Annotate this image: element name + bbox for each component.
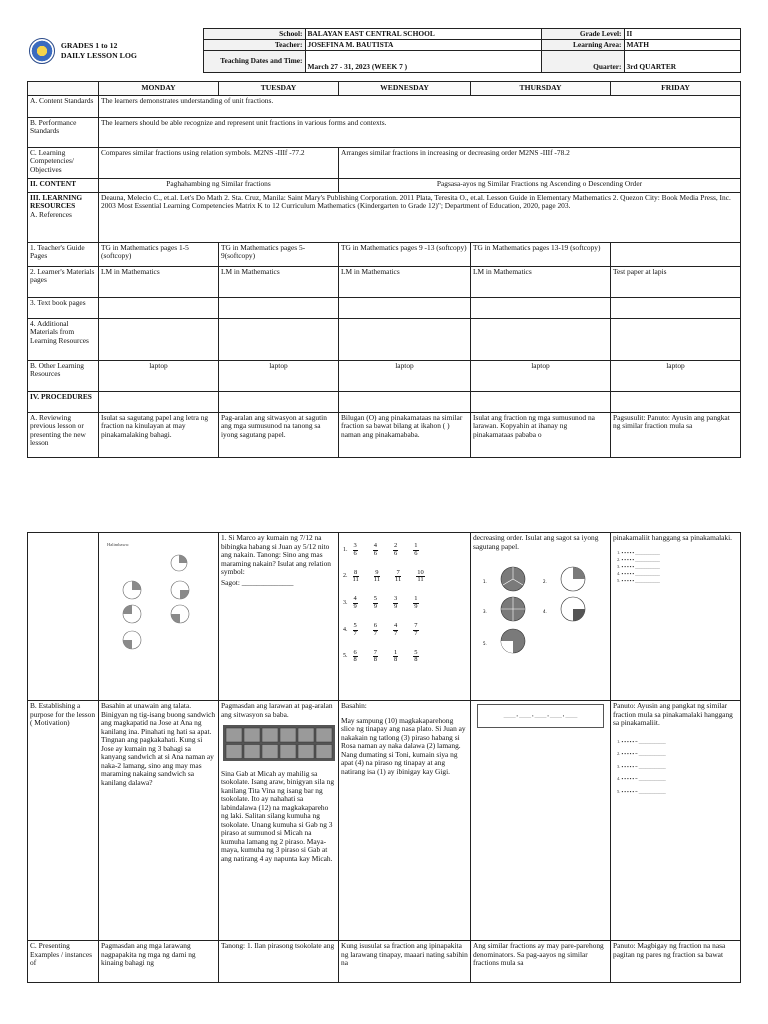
- review-tue: Pag-aralan ang sitwasyon at sagutin ang mga sumusunod na tanong sa iyong sagutang papel.: [219, 412, 339, 457]
- performance-standards-label: B. Performance Standards: [28, 117, 99, 147]
- thu-pie-1: [483, 567, 525, 591]
- denominator: 8: [373, 656, 377, 664]
- day-wednesday: WEDNESDAY: [339, 82, 471, 96]
- empty-cell: [339, 391, 471, 412]
- denominator: 7: [353, 629, 357, 637]
- empty-cell: [99, 297, 219, 318]
- day-thursday: THURSDAY: [471, 82, 611, 96]
- tg-thu: TG in Mathematics pages 13-19 (softcopy): [471, 242, 611, 266]
- practice-line: 2. ▪ ▪ ▪ ▪ ▪ ___________: [617, 556, 660, 562]
- fraction: [395, 570, 401, 585]
- fraction: [413, 623, 418, 638]
- school-label: School:: [203, 29, 305, 40]
- school-value: BALAYAN EAST CENTRAL SCHOOL: [305, 29, 541, 40]
- fraction: [393, 650, 398, 665]
- empty-cell: [339, 318, 471, 360]
- fraction: [416, 570, 425, 585]
- practice-line: 4. ▪ ▪ ▪ ▪ ▪ ___________: [617, 571, 660, 577]
- motivation-mon: Basahin at unawain ang talata. Binigyan ng tig-isang buong sandwich ang magkapatid na Jose at Ana ng kanilang ina. Pinahati ng hati sa apat. Tingnan ang pagkakahati. Kung si Jose ay kumain ng 3 bahagi sa kanyang sandwich at si Ana naman ay naka-2 lamang, sino ang may mas maraming nakaing sandwich sa kanilang dalawa?: [99, 701, 219, 941]
- fraction-row: [343, 596, 468, 611]
- grade-value: II: [624, 29, 740, 40]
- lm-wed: LM in Mathematics: [339, 266, 471, 297]
- denominator: 6: [373, 549, 377, 557]
- tg-fri: [611, 242, 741, 266]
- fraction: [413, 650, 418, 665]
- thu-instruction: decreasing order. Isulat ang sagot sa iyong sagutang papel.: [473, 533, 599, 551]
- practice-line: 2. ▪ ▪ ▪ ▪ ▪ = ____________: [617, 751, 666, 757]
- tg-label: 1. Teacher's Guide Pages: [28, 242, 99, 266]
- resources-label-cell: [28, 192, 99, 242]
- references-label: A. References: [30, 209, 72, 219]
- empty-cell: [219, 318, 339, 360]
- review-wed: Bilugan (O) ang pinakamataas na similar fraction sa bawat bilang at ikahon ( ) naman ang pinakamababa.: [339, 412, 471, 457]
- denominator: 8: [414, 656, 418, 664]
- numerator: 5: [373, 595, 377, 603]
- denominator: 9: [353, 603, 357, 611]
- thu-pie-3: [483, 597, 525, 621]
- motivation-wed: Basahin:: [341, 701, 367, 710]
- fri-practice-lines: [617, 549, 738, 585]
- page-1: [27, 28, 740, 468]
- dates-value: March 27 - 31, 2023 (WEEK 7 ): [305, 51, 541, 73]
- thu-pie-label-3: 3.: [483, 609, 487, 615]
- denominator: 11: [373, 576, 381, 584]
- logo-line2: DAILY LESSON LOG: [60, 50, 137, 60]
- denominator: 7: [394, 629, 398, 637]
- thu-pie-4: [543, 597, 585, 621]
- chocolate-piece: [280, 728, 296, 742]
- wed-fraction-items: [341, 543, 468, 664]
- empty-cell: [339, 297, 471, 318]
- fraction-row-number: 3.: [343, 600, 348, 607]
- motivation-fri: Panuto: Ayusin ang pangkat ng similar fraction mula sa pinakamalaki hanggang sa pinakamaliit.: [613, 701, 733, 728]
- pie-example-5: [171, 605, 189, 623]
- empty-cell: [28, 533, 99, 701]
- header-table: [27, 28, 741, 73]
- pie-example-4: [123, 605, 141, 623]
- presenting-label: C. Presenting Examples / instances of: [28, 941, 99, 983]
- thu-pie-figure: [473, 555, 607, 665]
- presenting-wed: Kung isusulat sa fraction ang ipinapakita ng larawang tinapay, maaari nating sabihin na: [339, 941, 471, 983]
- tg-tue: TG in Mathematics pages 5-9(softcopy): [219, 242, 339, 266]
- fraction: [353, 596, 358, 611]
- other-fri: laptop: [611, 360, 741, 391]
- numerator: 4: [394, 621, 398, 629]
- day-tuesday: TUESDAY: [219, 82, 339, 96]
- blank-corner: [28, 82, 99, 96]
- thu-pie-5: [483, 629, 525, 653]
- chocolate-piece: [226, 745, 242, 759]
- resources-label: III. LEARNING RESOURCES: [30, 192, 83, 211]
- empty-cell: [611, 391, 741, 412]
- thu-pie-2: [543, 567, 585, 591]
- practice-line: 1. ▪ ▪ ▪ ▪ ▪ ___________: [617, 549, 660, 555]
- numerator: 1: [394, 648, 398, 656]
- fraction: [373, 650, 378, 665]
- fraction-row-number: 2.: [343, 573, 348, 580]
- day-monday: MONDAY: [99, 82, 219, 96]
- content-2: Pagsasa-ayos ng Similar Fractions ng Ascending o Descending Order: [339, 178, 741, 192]
- performance-standards: The learners should be able recognize and represent unit fractions in various forms and contexts.: [99, 117, 741, 147]
- lesson-table-page2: [27, 532, 741, 983]
- denominator: 11: [352, 576, 359, 584]
- thu-pie-label-5: 5.: [483, 641, 487, 647]
- presenting-fri: Panuto: Magbigay ng fraction na nasa pagitan ng pares ng fraction sa bawat: [611, 941, 741, 983]
- empty-cell: [611, 297, 741, 318]
- thu-answer-box: ______ ▪ ______ ▪ ______ ▪ ______ ▪ ______: [477, 704, 604, 728]
- numerator: 4: [373, 542, 377, 549]
- references-text: Deauna, Melecio C., et.al. Let's Do Math 2. Sta. Cruz, Manila: Saint Mary's Publishing Corporation. 2011 Plata, Teresita O., et.al. Lesson Guide in Elementary Mathematics 2. Quezon City: Book Media Press, Inc. 2003 Most Essential Learning Competencies Matrix K to 12 Curriculum Mathematics (Kindergarten to Grade 12)"; Department of Education, 2020, page 203.: [99, 192, 741, 242]
- wed-fractions-cell: [339, 533, 471, 701]
- numerator: 7: [414, 621, 418, 629]
- denominator: 6: [414, 549, 418, 557]
- other-resources-label: B. Other Learning Resources: [28, 360, 99, 391]
- fraction-row-number: 1.: [343, 546, 348, 553]
- other-wed: laptop: [339, 360, 471, 391]
- content-1: Paghahambing ng Similar fractions: [99, 178, 339, 192]
- chocolate-piece: [298, 728, 314, 742]
- lm-label: 2. Learner's Materials pages: [28, 266, 99, 297]
- chocolate-piece: [262, 745, 278, 759]
- additional-label: 4. Additional Materials from Learning Resources: [28, 318, 99, 360]
- empty-cell: [471, 391, 611, 412]
- fraction: [374, 570, 380, 585]
- area-value: MATH: [624, 40, 740, 51]
- content-label: II. CONTENT: [28, 178, 99, 192]
- tue-question-cell: [219, 533, 339, 701]
- denominator: 8: [353, 656, 357, 664]
- thu-pie-label-2: 2.: [543, 579, 547, 585]
- review-thu: Isulat ang fraction ng mga sumusunod na larawan. Kopyahin at ihanay ng pinakamataas pababa o: [471, 412, 611, 457]
- lm-mon: LM in Mathematics: [99, 266, 219, 297]
- fraction: [373, 596, 378, 611]
- lm-fri: Test paper at lapis: [611, 266, 741, 297]
- chocolate-piece: [316, 728, 332, 742]
- competencies-label: C. Learning Competencies/ Objectives: [28, 147, 99, 178]
- fri-instruction: pinakamaliit hanggang sa pinakamalaki.: [613, 533, 733, 542]
- numerator: 10: [417, 568, 424, 576]
- numerator: 9: [375, 568, 379, 576]
- quarter-label: Quarter:: [541, 51, 624, 73]
- fraction-row: [343, 543, 468, 558]
- fraction: [353, 570, 359, 585]
- thu-pie-label-1: 1.: [483, 579, 487, 585]
- lesson-table-page1: [27, 81, 741, 458]
- chocolate-piece: [316, 745, 332, 759]
- numerator: 7: [373, 648, 377, 656]
- empty-cell: [99, 318, 219, 360]
- fraction-row: [343, 623, 468, 638]
- content-standards: The learners demonstrates understanding of unit fractions.: [99, 95, 741, 117]
- tg-wed: TG in Mathematics pages 9 -13 (softcopy): [339, 242, 471, 266]
- quarter-value: 3rd QUARTER: [624, 51, 740, 73]
- fraction: [393, 623, 398, 638]
- other-thu: laptop: [471, 360, 611, 391]
- numerator: 6: [353, 648, 357, 656]
- presenting-thu: Ang similar fractions ay may pare-parehong denominators. Sa pag-aayos ng similar fractions mula sa: [471, 941, 611, 983]
- motivation-tue: Pagmasdan ang larawan at pag-aralan ang sitwasyon sa baba.: [221, 701, 333, 719]
- pie-example-6: [123, 631, 141, 649]
- practice-line: 5. ▪ ▪ ▪ ▪ ▪ ___________: [617, 578, 660, 584]
- pie-example-3: [171, 581, 189, 599]
- denominator: 6: [394, 549, 398, 557]
- day-friday: FRIDAY: [611, 82, 741, 96]
- wed-story: May sampung (10) magkakaparehong slice ng tinapay ang nasa plato. Si Juan ay nakakain ng tatlong (3) piraso habang si Rosa naman ay naka dalawa (2) lamang. Nang dumating si Toni, kumain siya ng apat (4) na piraso ng tinapay at ang natirang isa (1) ay ibinigay kay Gigi.: [341, 715, 466, 776]
- practice-line: 5. ▪ ▪ ▪ ▪ ▪ = ____________: [617, 788, 666, 794]
- tue-question: 1. Si Marco ay kumain ng 7/12 na bibingka habang si Juan ay 5/12 nito ang nakain. Tanong: Sino ang mas maraming nakain? Isulat ang relation symbol:: [221, 533, 331, 577]
- fraction: [393, 596, 398, 611]
- example-caption: Halimbawa:: [107, 542, 129, 547]
- pie-examples-figure: [101, 547, 215, 657]
- fri-top-cell: [611, 533, 741, 701]
- other-mon: laptop: [99, 360, 219, 391]
- denominator: 6: [353, 549, 357, 557]
- chocolate-piece: [244, 728, 260, 742]
- motivation-label: B. Establishing a purpose for the lesson ( Motivation): [28, 701, 99, 941]
- fraction: [413, 543, 418, 558]
- fraction: [393, 543, 398, 558]
- teacher-label: Teacher:: [203, 40, 305, 51]
- pie-example-2: [123, 581, 141, 599]
- competency-2: Arranges similar fractions in increasing or decreasing order M2NS -IIIf -78.2: [339, 147, 741, 178]
- denominator: 9: [414, 603, 418, 611]
- fraction: [373, 623, 378, 638]
- fraction-row-number: 5.: [343, 653, 348, 660]
- practice-line: 1. ▪ ▪ ▪ ▪ ▪ = ____________: [617, 738, 666, 744]
- numerator: 1: [414, 542, 418, 549]
- numerator: 3: [394, 595, 398, 603]
- fri-practice-lines-2: [617, 736, 738, 799]
- motivation-tue-cell: [219, 701, 339, 941]
- denominator: 11: [417, 576, 424, 584]
- logo-line1: GRADES 1 to 12: [60, 40, 118, 50]
- empty-cell: [99, 391, 219, 412]
- fraction: [353, 650, 358, 665]
- chocolate-piece: [262, 728, 278, 742]
- fraction: [353, 543, 358, 558]
- numerator: 5: [414, 648, 418, 656]
- numerator: 6: [373, 621, 377, 629]
- motivation-fri-cell: [611, 701, 741, 941]
- fraction-row-number: 4.: [343, 626, 348, 633]
- competency-1: Compares similar fractions using relation symbols. M2NS -IIIf -77.2: [99, 147, 339, 178]
- review-label: A. Reviewing previous lesson or presenting the new lesson: [28, 412, 99, 457]
- presenting-mon: Pagmasdan ang mga larawang nagpapakita ng mga ng dami ng kinaing bahagi ng: [99, 941, 219, 983]
- lm-thu: LM in Mathematics: [471, 266, 611, 297]
- presenting-tue: Tanong: 1. Ilan pirasong tsokolate ang: [219, 941, 339, 983]
- fraction: [373, 543, 378, 558]
- pie-example-1: [171, 555, 187, 571]
- denominator: 7: [414, 629, 418, 637]
- dates-label: Teaching Dates and Time:: [203, 51, 305, 73]
- thu-pies-cell: [471, 533, 611, 701]
- teacher-value: JOSEFINA M. BAUTISTA: [305, 40, 541, 51]
- denominator: 11: [395, 576, 402, 584]
- empty-cell: [471, 297, 611, 318]
- deped-seal-icon: [29, 38, 55, 64]
- brand-text: [61, 41, 137, 60]
- empty-cell: [611, 318, 741, 360]
- review-mon: Isulat sa sagutang papel ang letra ng fraction na kinulayan at may pinakamalaking bahagi.: [99, 412, 219, 457]
- chocolate-bar-figure: [223, 725, 335, 763]
- mon-illustration: [99, 533, 219, 701]
- empty-cell: [219, 391, 339, 412]
- chocolate-piece: [244, 745, 260, 759]
- denominator: 8: [394, 656, 398, 664]
- page-2: [27, 532, 740, 982]
- grade-label: Grade Level:: [541, 29, 624, 40]
- other-tue: laptop: [219, 360, 339, 391]
- practice-line: 3. ▪ ▪ ▪ ▪ ▪ ___________: [617, 563, 660, 569]
- numerator: 1: [414, 595, 418, 603]
- fraction-row: [343, 650, 468, 665]
- empty-cell: [219, 297, 339, 318]
- numerator: 2: [394, 542, 398, 549]
- review-fri: Pagsusulit: Panuto: Ayusin ang pangkat ng similar fraction mula sa: [611, 412, 741, 457]
- empty-cell: [471, 318, 611, 360]
- fraction: [413, 596, 418, 611]
- denominator: 9: [394, 603, 398, 611]
- fraction: [353, 623, 358, 638]
- procedures-label: IV. PROCEDURES: [28, 391, 99, 412]
- area-label: Learning Area:: [541, 40, 624, 51]
- chocolate-piece: [298, 745, 314, 759]
- thu-pie-label-4: 4.: [543, 609, 547, 615]
- tg-mon: TG in Mathematics pages 1-5 (softcopy): [99, 242, 219, 266]
- denominator: 7: [373, 629, 377, 637]
- practice-line: 4. ▪ ▪ ▪ ▪ ▪ = ____________: [617, 776, 666, 782]
- numerator: 7: [396, 568, 400, 576]
- numerator: 4: [353, 595, 357, 603]
- fraction-row: [343, 570, 468, 585]
- lm-tue: LM in Mathematics: [219, 266, 339, 297]
- motivation-wed-cell: [339, 701, 471, 941]
- logo-block: [27, 29, 203, 73]
- motivation-thu-cell: [471, 701, 611, 941]
- numerator: 5: [353, 621, 357, 629]
- content-standards-label: A. Content Standards: [28, 95, 99, 117]
- numerator: 8: [354, 568, 358, 576]
- tue-answer-line: Sagot: ______________: [221, 577, 294, 587]
- chocolate-piece: [280, 745, 296, 759]
- chocolate-piece: [226, 728, 242, 742]
- numerator: 3: [353, 542, 357, 549]
- practice-line: 3. ▪ ▪ ▪ ▪ ▪ = ____________: [617, 763, 666, 769]
- tue-story: Sina Gab at Micah ay mahilig sa tsokolate. Isang araw, binigyan sila ng kanilang Tita Vina ng isang bar ng tsokolate. Ito ay nahahati sa labindalawa (12) na magkakapareho ng laki. Salitan silang kumuha ng tsokolate. Unang kumuha si Gab ng 3 piraso at sumunod si Micah na kumuha lamang ng 2 piraso. Maya-maya, kumuha ng 3 piraso si Gab at ang natirang 4 ay napunta kay Micah.: [221, 768, 335, 863]
- denominator: 9: [373, 603, 377, 611]
- textbook-label: 3. Text book pages: [28, 297, 99, 318]
